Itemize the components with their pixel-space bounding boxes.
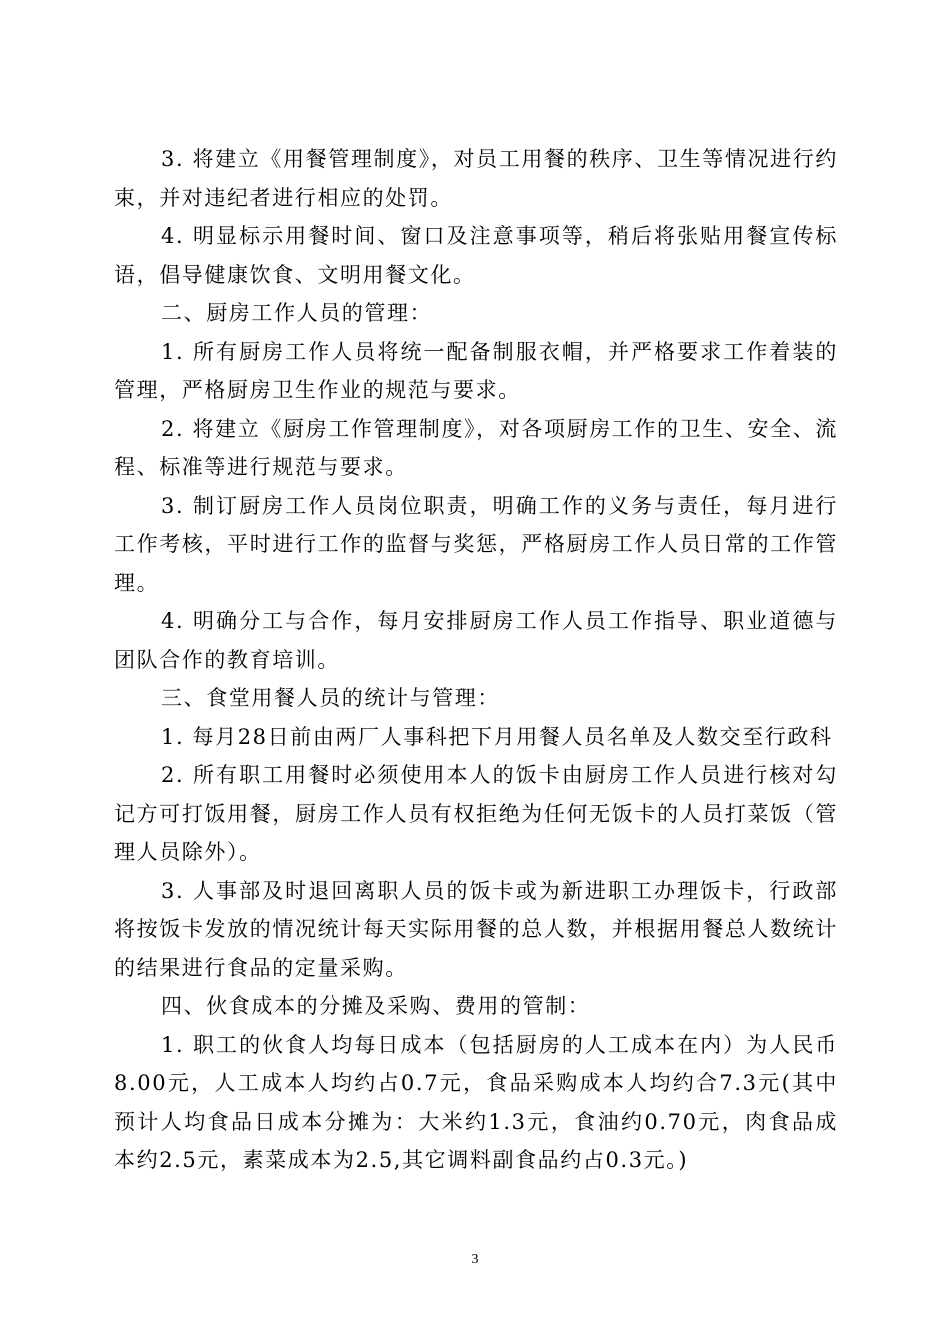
paragraph-kitchen-3-duties: 3. 制订厨房工作人员岗位职责，明确工作的义务与责任，每月进行工作考核，平时进行工作的监督与奖惩，严格厨房工作人员日常的工作管理。	[114, 493, 838, 595]
section-heading-kitchen-staff: 二、厨房工作人员的管理：	[161, 301, 433, 325]
section-heading-diners: 三、食堂用餐人员的统计与管理：	[161, 686, 500, 710]
paragraph-rule-4-signage: 4. 明显标示用餐时间、窗口及注意事项等，稍后将张贴用餐宣传标语，倡导健康饮食、文明用餐文化。	[114, 224, 838, 287]
paragraph-rule-3-dining-system: 3. 将建立《用餐管理制度》，对员工用餐的秩序、卫生等情况进行约束，并对违纪者进行相应的处罚。	[114, 147, 838, 210]
paragraph-diners-3-statistics: 3. 人事部及时退回离职人员的饭卡或为新进职工办理饭卡，行政部将按饭卡发放的情况统计每天实际用餐的总人数，并根据用餐总人数统计的结果进行食品的定量采购。	[114, 878, 838, 980]
paragraph-kitchen-2-system: 2. 将建立《厨房工作管理制度》，对各项厨房工作的卫生、安全、流程、标准等进行规范与要求。	[114, 416, 838, 479]
paragraph-diners-1-list: 1. 每月28日前由两厂人事科把下月用餐人员名单及人数交至行政科	[161, 724, 833, 749]
section-heading-cost: 四、伙食成本的分摊及采购、费用的管制：	[161, 994, 591, 1018]
paragraph-kitchen-4-training: 4. 明确分工与合作，每月安排厨房工作人员工作指导、职业道德与团队合作的教育培训。	[114, 609, 838, 672]
paragraph-cost-1-per-capita: 1. 职工的伙食人均每日成本（包括厨房的人工成本在内）为人民币8.00元，人工成本人均约占0.7元，食品采购成本人均约合7.3元(其中预计人均食品日成本分摊为：大米约1.3元，食油约0.70元，肉食品成本约2.5元，素菜成本为2.5,其它调料副食品约占0.3元。)	[114, 1032, 838, 1172]
paragraph-kitchen-1-uniform: 1. 所有厨房工作人员将统一配备制服衣帽，并严格要求工作着装的管理，严格厨房卫生作业的规范与要求。	[114, 339, 838, 402]
page-number: 3	[471, 1252, 479, 1267]
paragraph-diners-2-meal-card: 2. 所有职工用餐时必须使用本人的饭卡由厨房工作人员进行核对勾记方可打饭用餐，厨房工作人员有权拒绝为任何无饭卡的人员打菜饭（管理人员除外）。	[114, 763, 838, 864]
document-body	[114, 140, 838, 1180]
